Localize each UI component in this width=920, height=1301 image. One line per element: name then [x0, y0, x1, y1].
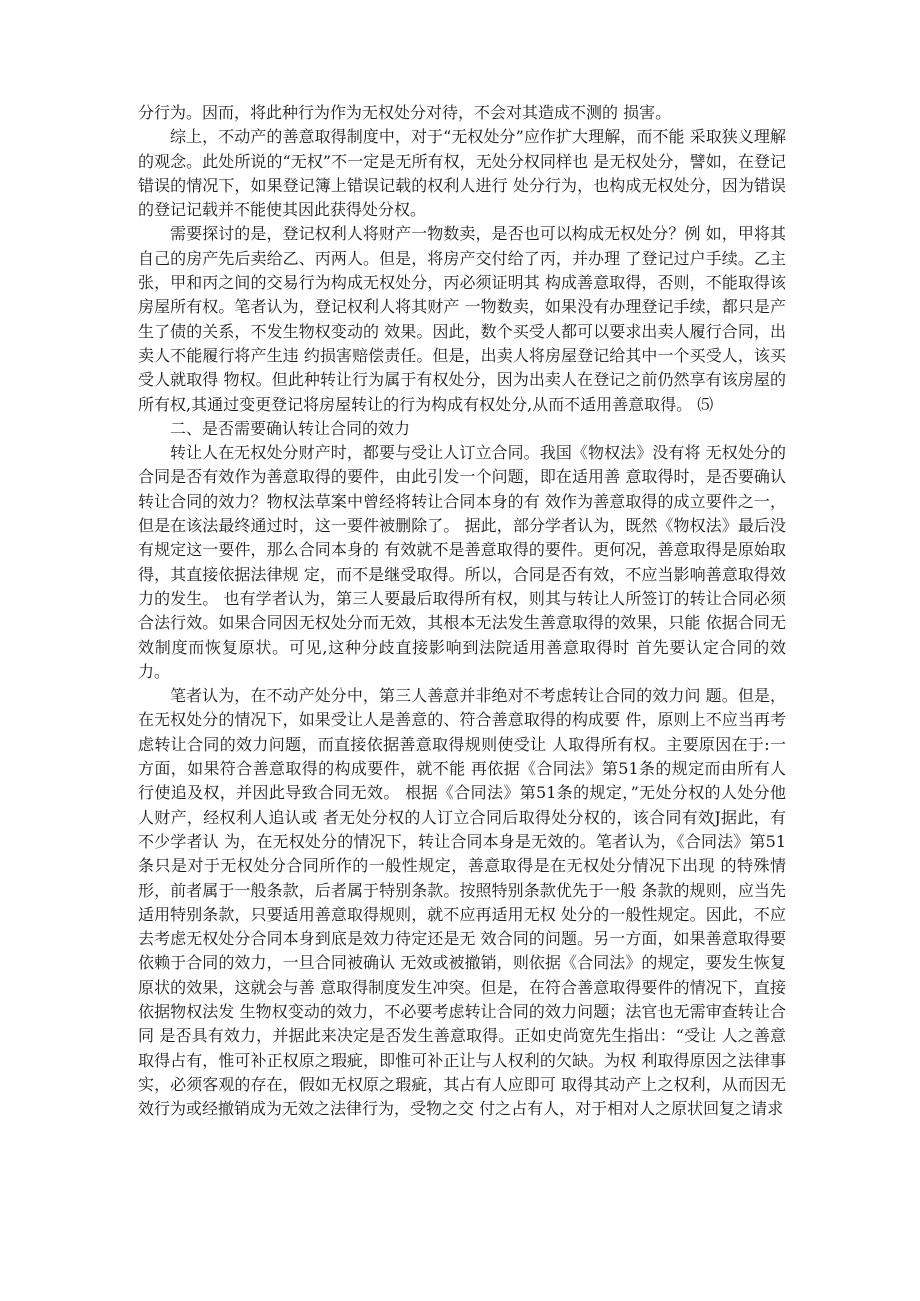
paragraph-contract-validity: 转让人在无权处分财产时，都要与受让人订立合同。我国《物权法》没有将 无权处分的合同是否有效作为善意取得的要件，由此引发一个问题，即在适用善 意取得时，是否要确认转让合同的效力？物权法草案中曾经将转让合同本身的有 效作为善意取得的成立要件之一，但是在该法最终通过时，这一要件被删除了。 据此，部分学者认为，既然《物权法》最后没有规定这一要件，那么合同本身的 有效就不是善意取得的要件。更何况，善意取得是原始取得，其直接依据法律规 定，而不是继受取得。所以，合同是否有效，不应当影响善意取得效力的发生。 也有学者认为，第三人要最后取得所有权，则其与转让人所签订的转让合同必须 合法行效。如果合同因无权处分而无效，其根本无法发生善意取得的效果，只能 依据合同无效制度而恢复原状。可见,这种分歧直接影响到法院适用善意取得时 首先要认定合同的效力。	[138, 443, 786, 681]
paragraph-continuation: 分行为。因而，将此种行为作为无权处分对待，不会对其造成不测的 损害。	[138, 103, 672, 122]
document-page	[138, 101, 786, 1121]
paragraph-double-sale: 需要探讨的是，登记权利人将财产一物数卖，是否也可以构成无权处分？例 如，甲将其自己的房产先后卖给乙、丙两人。但是，将房产交付给了丙，并办理 了登记过户手续。乙主张，甲和丙之间的交易行为构成无权处分，丙必须证明其 构成善意取得，否则，不能取得该房屋所有权。笔者认为，登记权利人将其财产 一物数卖，如果没有办理登记手续，都只是产生了债的关系，不发生物权变动的 效果。因此，数个买受人都可以要求出卖人履行合同，出卖人不能履行将产生违 约损害赔偿责任。但是，出卖人将房屋登记给其中一个买受人，该买受人就取得 物权。但此种转让行为属于有权处分，因为出卖人在登记之前仍然享有该房屋的 所有权,其通过变更登记将房屋转让的行为构成有权处分,从而不适用善意取得。 ⑸	[138, 224, 786, 414]
section-heading: 二、是否需要确认转让合同的效力	[170, 418, 411, 438]
paragraph-author-view: 笔者认为，在不动产处分中，第三人善意并非绝对不考虑转让合同的效力问 题。但是，在无权处分的情况下，如果受让人是善意的、符合善意取得的构成要 件，原则上不应当再考虑转让合同的效力问题，而直接依据善意取得规则使受让 人取得所有权。主要原因在于:一方面，如果符合善意取得的构成要件，就不能 再依据《合同法》第51条的规定而由所有人行使追及权，并因此导致合同无效。 根据《合同法》第51条的规定，”无处分权的人处分他人财产，经权利人追认或 者无处分权的人订立合同后取得处分权的，该合同有效J据此，有不少学者认 为，在无权处分的情况下，转让合同本身是无效的。笔者认为，《合同法》第51 条只是对于无权处分合同所作的一般性规定，善意取得是在无权处分情况下出现 的特殊情形，前者属于一般条款，后者属于特别条款。按照特别条款优先于一般 条款的规则，应当先适用特别条款，只要适用善意取得规则，就不应再适用无权 处分的一般性规定。因此，不应去考虑无权处分合同本身到底是效力待定还是无 效合同的问题。另一方面，如果善意取得要依赖于合同的效力，一旦合同被确认 无效或被撤销，则依据《合同法》的规定，要发生恢复原状的效果，这就会与善 意取得制度发生冲突。但是，在符合善意取得要件的情况下，直接依据物权法发 生物权变动的效力，不必要考虑转让合同的效力问题；法官也无需审查转让合同 是否具有效力，并据此来决定是否发生善意取得。正如史尚宽先生指出：“受让 人之善意取得占有，惟可补正权原之瑕疵，即惟可补正让与人权利的欠缺。为权 利取得原因之法律事实，必须客观的存在，假如无权原之瑕疵，其占有人应即可 取得其动产上之权利，从而因无效行为或经撤销成为无效之法律行为，受物之交 付之占有人，对于相对人之原状回复之请求	[138, 686, 786, 1119]
paragraph-summary: 综上，不动产的善意取得制度中，对于“无权处分”应作扩大理解，而不能 采取狭义理解的观念。此处所说的“无权”不一定是无所有权，无处分权同样也 是无权处分，譬如，在登记错误的情况下，如果登记簿上错误记载的权利人进行 处分行为，也构成无权处分，因为错误的登记记载并不能使其因此获得处分权。	[138, 127, 786, 220]
